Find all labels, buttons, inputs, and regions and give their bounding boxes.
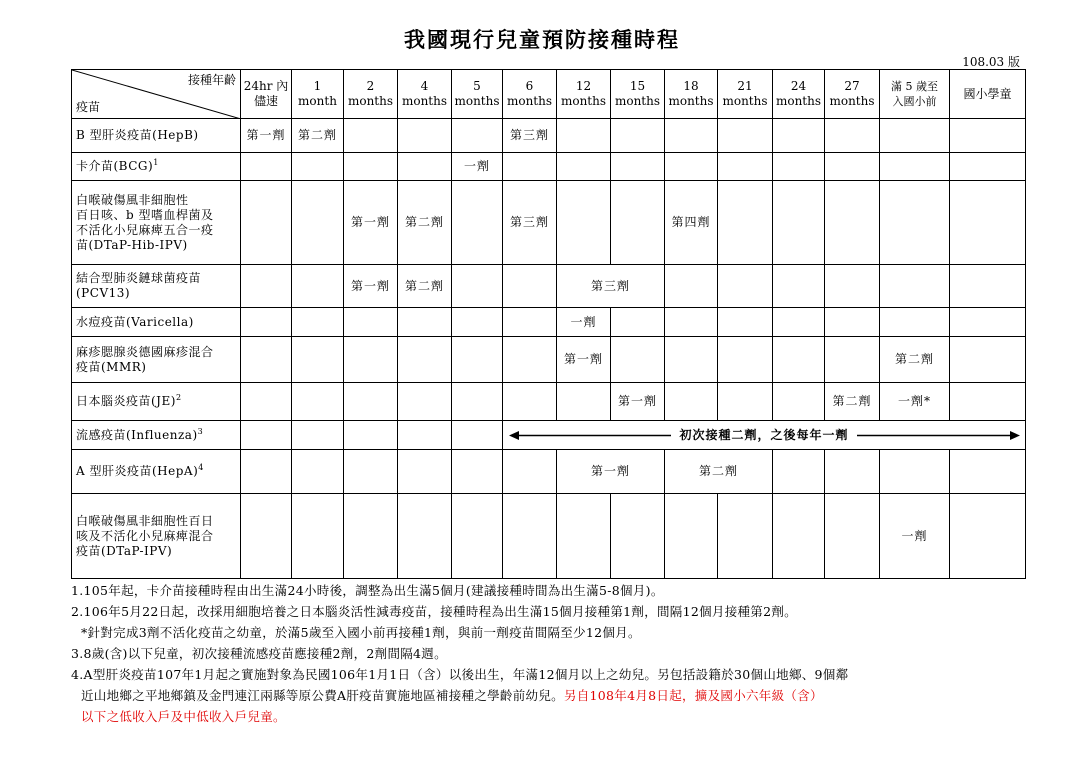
- dose-cell: 第四劑: [665, 181, 718, 265]
- age-header-21m: 21 months: [718, 70, 773, 119]
- influenza-span-cell: [503, 421, 1026, 450]
- vaccine-name: 水痘疫苗(Varicella): [72, 308, 241, 337]
- note-2-star: *針對完成3劑不活化疫苗之幼童，於滿5歲至入國小前再接種1劑，與前一劑疫苗間隔至少12個月。: [81, 625, 641, 640]
- dose-cell: 第一劑: [557, 337, 611, 383]
- vaccination-schedule-table: [71, 69, 1026, 579]
- age-header-1m: 1 month: [292, 70, 344, 119]
- vaccine-row-dtap-ipv: [72, 494, 1026, 579]
- footnotes: [71, 580, 1071, 727]
- dose-cell: 第一劑: [611, 383, 665, 421]
- age-header-24m: 24 months: [773, 70, 825, 119]
- note-3: 3.8歲(含)以下兒童，初次接種流感疫苗應接種2劑，2劑間隔4週。: [71, 646, 447, 661]
- vaccine-row-bcg: [72, 153, 1026, 181]
- influenza-schedule-text: 初次接種二劑，之後每年一劑: [671, 428, 856, 443]
- age-header-27m: 27 months: [825, 70, 880, 119]
- age-header-5y-preschool: 滿 5 歲至 入國小前: [880, 70, 950, 119]
- age-header-4m: 4 months: [398, 70, 452, 119]
- dose-cell: 第一劑: [344, 181, 398, 265]
- vaccine-name: 卡介苗(BCG)$^1$: [72, 153, 241, 181]
- vaccine-name: 麻疹腮腺炎德國麻疹混合 疫苗(MMR): [72, 337, 241, 383]
- note-4: 4.A型肝炎疫苗107年1月起之實施對象為民國106年1月1日（含）以後出生，年滿12個月以上之幼兒。另包括設籍於30個山地鄉、9個鄰: [71, 667, 849, 682]
- dose-cell: 第二劑: [398, 265, 452, 308]
- note-4-cont: 近山地鄉之平地鄉鎮及金門連江兩縣等原公費A肝疫苗實施地區補接種之學齡前幼兒。另自108年4月8日起，擴及國小六年級（含）: [81, 688, 823, 703]
- vaccine-name: 白喉破傷風非細胞性 百日咳、b 型嗜血桿菌及 不活化小兒麻痺五合一疫 苗(DTaP-Hib-IPV): [72, 181, 241, 265]
- vaccine-name: 日本腦炎疫苗(JE)$^2$: [72, 383, 241, 421]
- vaccine-name: 結合型肺炎鏈球菌疫苗 (PCV13): [72, 265, 241, 308]
- dose-cell: 第二劑: [665, 450, 773, 494]
- dose-cell: 第二劑: [825, 383, 880, 421]
- age-header-5m: 5 months: [452, 70, 503, 119]
- corner-label-age: 接種年齡: [187, 73, 236, 87]
- note-4-cont-red: 以下之低收入戶及中低收入戶兒童。: [81, 709, 286, 724]
- header-row: [72, 70, 1026, 119]
- dose-cell: 第三劑: [503, 119, 557, 153]
- vaccine-row-dtap-hib-ipv: [72, 181, 1026, 265]
- vaccine-name: B 型肝炎疫苗(HepB): [72, 119, 241, 153]
- age-header-12m: 12 months: [557, 70, 611, 119]
- dose-cell: 一劑: [880, 494, 950, 579]
- dose-cell: 一劑*: [880, 383, 950, 421]
- dose-cell: 第三劑: [557, 265, 665, 308]
- dose-cell: 一劑: [557, 308, 611, 337]
- dose-cell: 第三劑: [503, 181, 557, 265]
- vaccine-row-influenza: [72, 421, 1026, 450]
- dose-cell: 一劑: [452, 153, 503, 181]
- vaccine-row-hepb: [72, 119, 1026, 153]
- dose-cell: 第一劑: [557, 450, 665, 494]
- vaccine-name: 白喉破傷風非細胞性百日 咳及不活化小兒麻痺混合 疫苗(DTaP-IPV): [72, 494, 241, 579]
- vaccine-row-pcv13: [72, 265, 1026, 308]
- age-header-18m: 18 months: [665, 70, 718, 119]
- vaccine-row-mmr: [72, 337, 1026, 383]
- age-header-2m: 2 months: [344, 70, 398, 119]
- dose-cell: 第一劑: [241, 119, 292, 153]
- note-2: 2.106年5月22日起，改採用細胞培養之日本腦炎活性減毒疫苗，接種時程為出生滿15個月接種第1劑，間隔12個月接種第2劑。: [71, 604, 797, 619]
- age-header-6m: 6 months: [503, 70, 557, 119]
- dose-cell: 第二劑: [292, 119, 344, 153]
- vaccine-row-varicella: [72, 308, 1026, 337]
- vaccine-name: A 型肝炎疫苗(HepA)$^4$: [72, 450, 241, 494]
- age-header-elementary: 國小學童: [950, 70, 1026, 119]
- corner-label-vaccine: 疫苗: [76, 100, 101, 114]
- version-label: 108.03 版: [962, 55, 1020, 69]
- note-1: 1.105年起，卡介苗接種時程由出生滿24小時後，調整為出生滿5個月(建議接種時間為出生滿5-8個月)。: [71, 583, 664, 598]
- vaccine-row-hepa: [72, 450, 1026, 494]
- age-header-24hr: 24hr 內 儘速: [241, 70, 292, 119]
- dose-cell: 第一劑: [344, 265, 398, 308]
- vaccine-name: 流感疫苗(Influenza)$^3$: [72, 421, 241, 450]
- vaccine-row-je: [72, 383, 1026, 421]
- age-header-15m: 15 months: [611, 70, 665, 119]
- dose-cell: 第二劑: [880, 337, 950, 383]
- dose-cell: 第二劑: [398, 181, 452, 265]
- page-title: 我國現行兒童預防接種時程: [404, 27, 680, 52]
- corner-header: [72, 70, 241, 119]
